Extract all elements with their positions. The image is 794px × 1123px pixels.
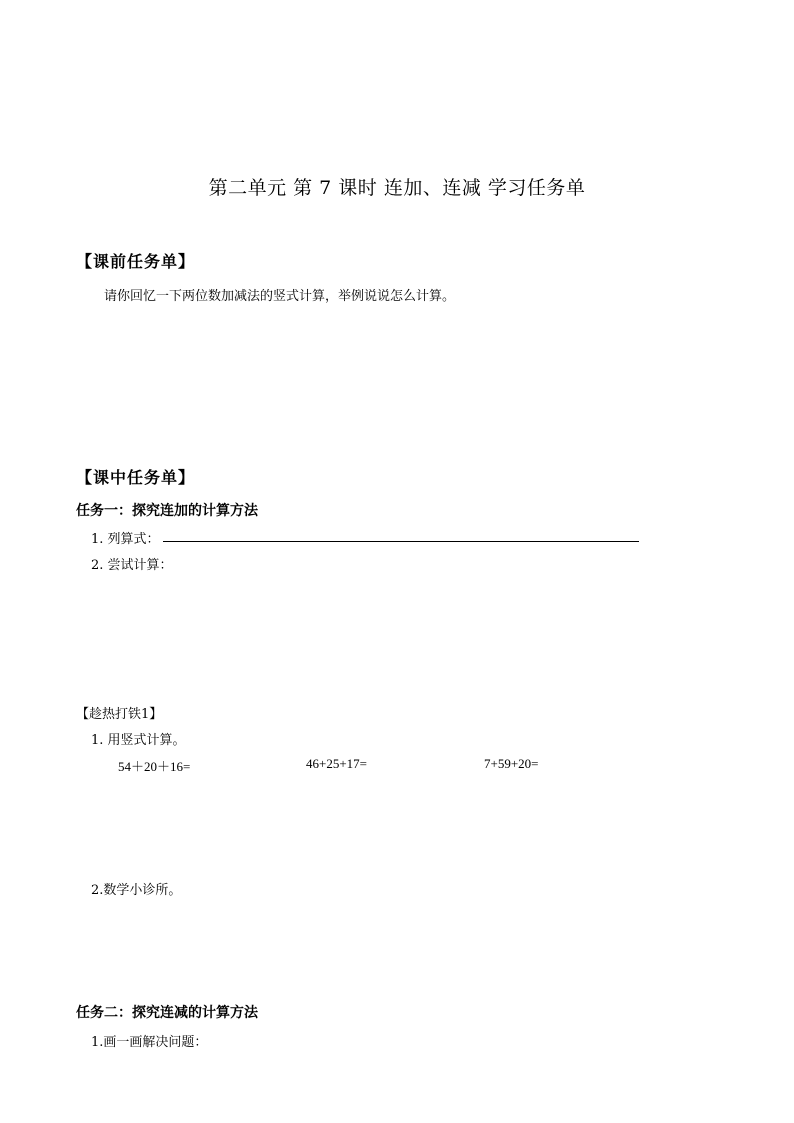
task1-item-write-expression: 1. 列算式： bbox=[91, 532, 160, 547]
pre-class-heading: 【课前任务单】 bbox=[76, 252, 196, 271]
practice1-item-math-clinic: 2.数学小诊所。 bbox=[91, 883, 182, 898]
page-title: 第二单元 第 7 课时 连加、连减 学习任务单 bbox=[208, 177, 586, 199]
task2-item-draw-solve: 1.画一画解决问题： bbox=[91, 1035, 208, 1050]
task2-heading: 任务二：探究连减的计算方法 bbox=[76, 1005, 258, 1021]
pre-class-prompt: 请你回忆一下两位数加减法的竖式计算，举例说说怎么计算。 bbox=[104, 289, 456, 304]
task1-item-try-calculate: 2. 尝试计算： bbox=[91, 558, 173, 573]
problem-3: 7+59+20= bbox=[484, 756, 539, 771]
problem-1: 54＋20＋16= bbox=[118, 759, 191, 774]
problem-2: 46+25+17= bbox=[306, 756, 367, 771]
practice1-heading: 【趁热打铁1】 bbox=[76, 707, 163, 722]
in-class-heading: 【课中任务单】 bbox=[76, 468, 196, 487]
practice1-item-vertical-calc: 1. 用竖式计算。 bbox=[91, 733, 186, 748]
task1-heading: 任务一：探究连加的计算方法 bbox=[76, 503, 258, 519]
answer-line[interactable] bbox=[163, 541, 639, 542]
